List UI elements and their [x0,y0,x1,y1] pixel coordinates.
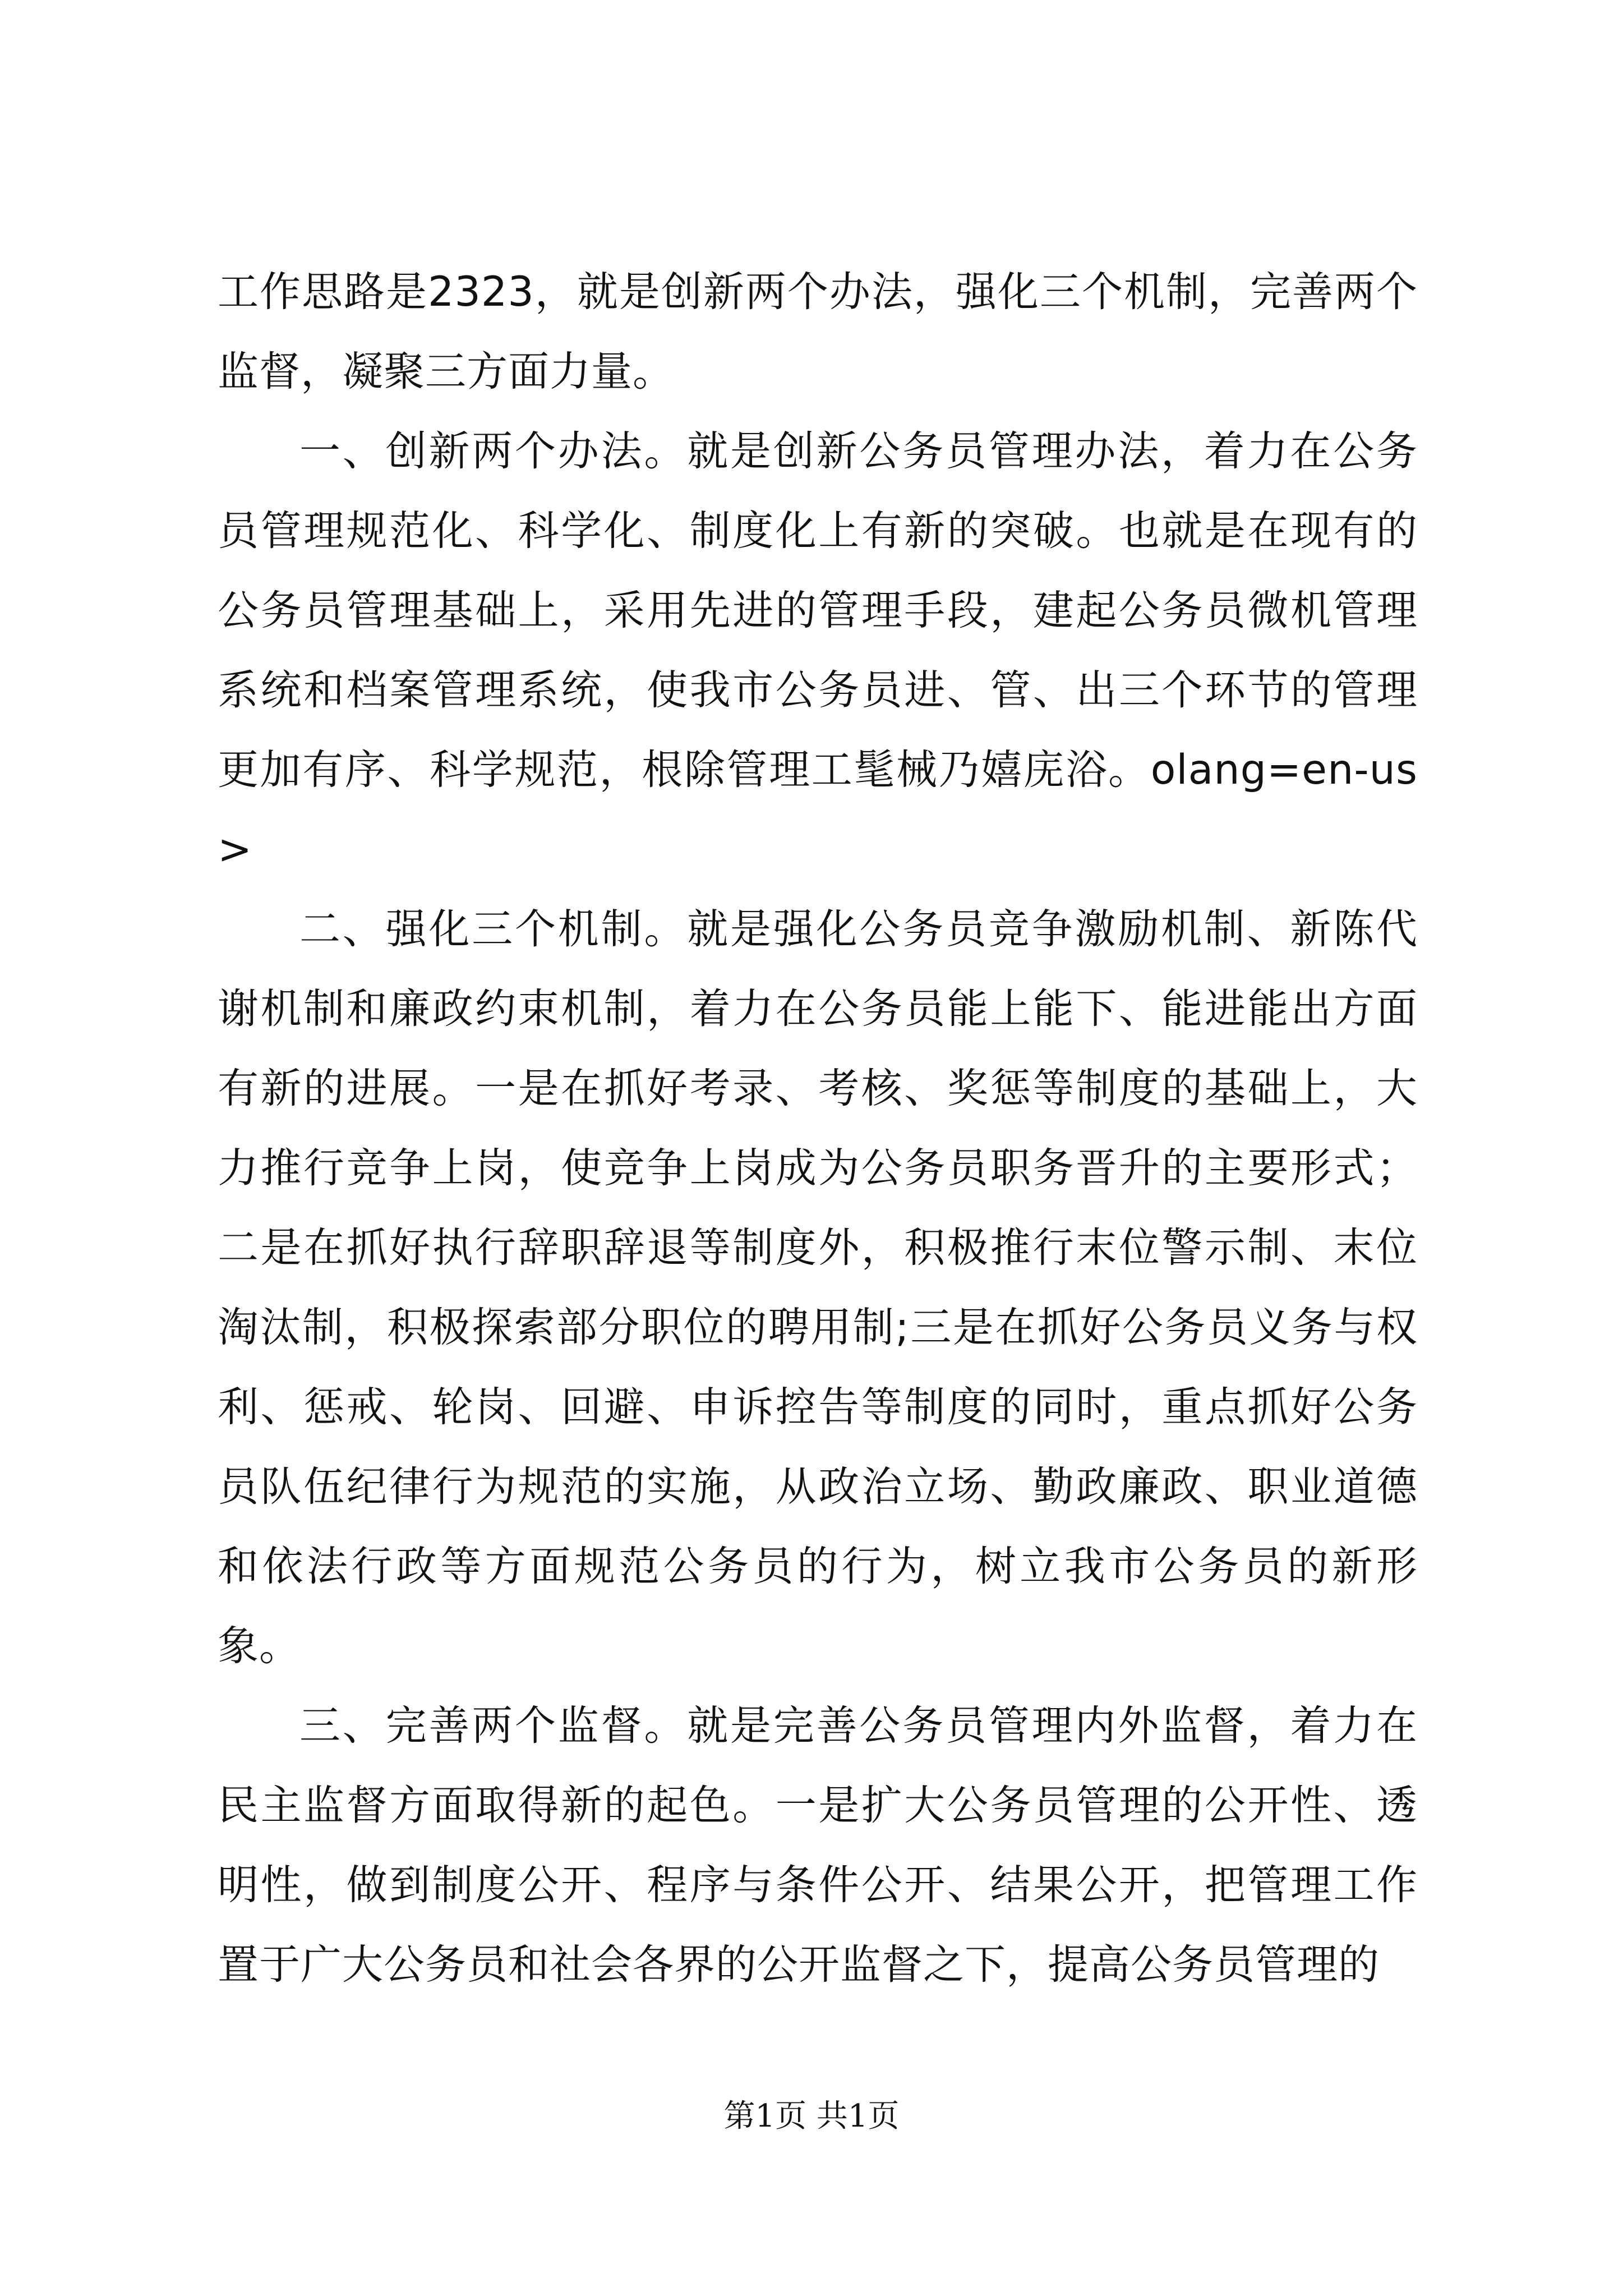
paragraph-innovation: 一、创新两个办法。就是创新公务员管理办法，着力在公务员管理规范化、科学化、制度化上有新的突破。也就是在现有的公务员管理基础上，采用先进的管理手段，建起公务员微机管理系统和档案管理系统，使我市公务员进、管、出三个环节的管理更加有序、科学规范，根除管理工髦械乃嬉庑浴。olang=en-us> [218,427,1418,873]
document-body [218,252,1418,2005]
paragraph-supervision: 三、完善两个监督。就是完善公务员管理内外监督，着力在民主监督方面取得新的起色。一是扩大公务员管理的公开性、透明性，做到制度公开、程序与条件公开、结果公开，把管理工作置于广大公务员和社会各界的公开监督之下，提高公务员管理的 [218,1702,1418,1989]
paragraph-work-approach: 工作思路是2323，就是创新两个办法，强化三个机制，完善两个监督，凝聚三方面力量。 [218,268,1418,395]
page-number-footer: 第1页 共1页 [723,2098,900,2134]
paragraph-mechanisms: 二、强化三个机制。就是强化公务员竞争激励机制、新陈代谢机制和廉政约束机制，着力在公务员能上能下、能进能出方面有新的进展。一是在抓好考录、考核、奖惩等制度的基础上，大力推行竞争上岗，使竞争上岗成为公务员职务晋升的主要形式；二是在抓好执行辞职辞退等制度外，积极推行末位警示制、末位淘汰制，积极探索部分职位的聘用制;三是在抓好公务员义务与权利、惩戒、轮岗、回避、申诉控告等制度的同时，重点抓好公务员队伍纪律行为规范的实施，从政治立场、勤政廉政、职业道德和依法行政等方面规范公务员的行为，树立我市公务员的新形象。 [218,905,1418,1670]
